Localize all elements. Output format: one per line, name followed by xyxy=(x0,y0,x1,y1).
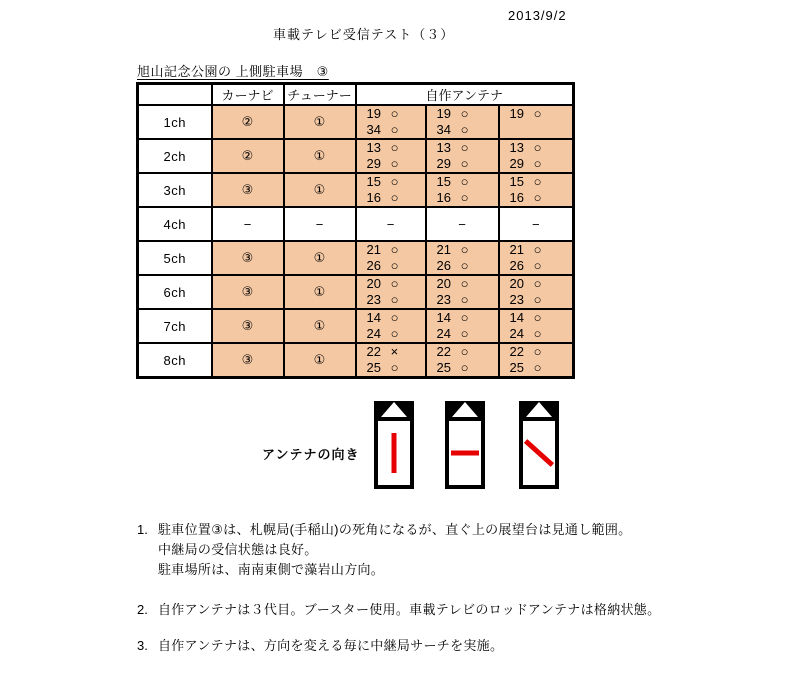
table-row-6ch xyxy=(138,275,574,309)
antenna-cell xyxy=(426,105,499,139)
antenna-reading: 16 ○ xyxy=(436,190,469,205)
antenna-reading: 34 ○ xyxy=(436,122,469,137)
antenna-reading: 22 ○ xyxy=(509,344,542,359)
note-number: 1. xyxy=(137,522,148,537)
note-line: 駐車位置③は、札幌局(手稲山)の死角になるが、直ぐ上の展望台は見通し範囲。 xyxy=(158,522,632,537)
table-row-4ch xyxy=(138,207,574,241)
antenna-cell: − xyxy=(426,207,499,241)
antenna-reading: 21 ○ xyxy=(509,242,542,257)
antenna-reading: 26 ○ xyxy=(436,258,469,273)
antenna-box-vertical xyxy=(374,401,414,489)
carnav-cell: − xyxy=(212,207,284,241)
antenna-reading: 20 ○ xyxy=(509,276,542,291)
antenna-reading: 34 ○ xyxy=(366,122,399,137)
channel-cell: 6ch xyxy=(138,275,212,309)
table-row-1ch xyxy=(138,105,574,139)
antenna-reading: 24 ○ xyxy=(509,326,542,341)
channel-cell: 4ch xyxy=(138,207,212,241)
antenna-reading: 29 ○ xyxy=(436,156,469,171)
corner-cell xyxy=(138,84,212,106)
col-header-carnav: カーナビ xyxy=(212,84,284,106)
col-header-antenna: 自作アンテナ xyxy=(356,84,574,106)
antenna-cell xyxy=(499,275,574,309)
tuner-cell: ① xyxy=(284,343,356,378)
table-row-5ch xyxy=(138,241,574,275)
table-header-row xyxy=(138,84,574,106)
antenna-cell xyxy=(426,309,499,343)
table-row-2ch xyxy=(138,139,574,173)
antenna-box-body xyxy=(449,421,481,485)
antenna-reading: 13 ○ xyxy=(509,140,542,155)
antenna-cell xyxy=(426,275,499,309)
carnav-cell: ③ xyxy=(212,343,284,378)
channel-cell: 5ch xyxy=(138,241,212,275)
antenna-cell xyxy=(499,241,574,275)
antenna-reading: 15 ○ xyxy=(436,174,469,189)
table-caption: 旭山記念公園の 上側駐車場 ③ xyxy=(137,64,329,79)
antenna-cell xyxy=(426,173,499,207)
channel-cell: 3ch xyxy=(138,173,212,207)
antenna-cell xyxy=(426,241,499,275)
antenna-reading: 25 ○ xyxy=(436,360,469,375)
table-row-8ch xyxy=(138,343,574,378)
antenna-reading: 19 ○ xyxy=(509,106,542,121)
note-number: 2. xyxy=(137,602,148,617)
antenna-cell xyxy=(356,139,426,173)
carnav-cell: ③ xyxy=(212,241,284,275)
antenna-reading: 13 ○ xyxy=(436,140,469,155)
antenna-cell xyxy=(356,173,426,207)
note-line: 自作アンテナは、方向を変える毎に中継局サーチを実施。 xyxy=(158,638,504,653)
antenna-cell xyxy=(426,139,499,173)
note-line: 駐車場所は、南南東側で藻岩山方向。 xyxy=(158,562,385,577)
antenna-reading: 15 ○ xyxy=(509,174,542,189)
reception-table xyxy=(136,82,575,379)
antenna-reading: 16 ○ xyxy=(509,190,542,205)
antenna-cell xyxy=(499,343,574,378)
carnav-cell: ③ xyxy=(212,309,284,343)
date-text: 2013/9/2 xyxy=(508,8,567,23)
antenna-box-diagonal xyxy=(519,401,559,489)
antenna-cell xyxy=(356,343,426,378)
tuner-cell: ① xyxy=(284,173,356,207)
notes-section xyxy=(137,520,717,656)
carnav-cell: ③ xyxy=(212,275,284,309)
direction-arrow-icon xyxy=(449,405,481,421)
antenna-cell: − xyxy=(499,207,574,241)
antenna-reading: 29 ○ xyxy=(366,156,399,171)
carnav-cell: ② xyxy=(212,105,284,139)
antenna-cell xyxy=(356,105,426,139)
direction-arrow-icon xyxy=(523,405,555,421)
antenna-reading: 23 ○ xyxy=(509,292,542,307)
antenna-cell xyxy=(426,343,499,378)
antenna-reading: 23 ○ xyxy=(436,292,469,307)
antenna-element-mark xyxy=(451,451,479,456)
antenna-reading: 22 × xyxy=(366,344,399,359)
note-3 xyxy=(137,636,717,656)
antenna-reading: 15 ○ xyxy=(366,174,399,189)
table-row-3ch xyxy=(138,173,574,207)
antenna-reading: 14 ○ xyxy=(366,310,399,325)
antenna-cell xyxy=(356,241,426,275)
antenna-reading: 25 ○ xyxy=(509,360,542,375)
table-row-7ch xyxy=(138,309,574,343)
antenna-reading: 19 ○ xyxy=(436,106,469,121)
tuner-cell: ① xyxy=(284,275,356,309)
antenna-reading: 14 ○ xyxy=(509,310,542,325)
antenna-reading: 26 ○ xyxy=(366,258,399,273)
col-header-tuner: チューナー xyxy=(284,84,356,106)
antenna-reading: 25 ○ xyxy=(366,360,399,375)
antenna-cell xyxy=(499,139,574,173)
antenna-reading: 14 ○ xyxy=(436,310,469,325)
channel-cell: 7ch xyxy=(138,309,212,343)
note-2 xyxy=(137,600,717,620)
antenna-element-mark xyxy=(524,439,554,467)
note-1 xyxy=(137,520,717,580)
antenna-cell xyxy=(356,309,426,343)
antenna-reading: 23 ○ xyxy=(366,292,399,307)
antenna-element-mark xyxy=(392,433,397,473)
antenna-reading: 26 ○ xyxy=(509,258,542,273)
antenna-box-body xyxy=(378,421,410,485)
antenna-cell: − xyxy=(356,207,426,241)
tuner-cell: ① xyxy=(284,105,356,139)
antenna-cell xyxy=(356,275,426,309)
note-line: 中継局の受信状態は良好。 xyxy=(158,542,318,557)
channel-cell: 1ch xyxy=(138,105,212,139)
antenna-reading: 19 ○ xyxy=(366,106,399,121)
carnav-cell: ② xyxy=(212,139,284,173)
tuner-cell: − xyxy=(284,207,356,241)
antenna-reading: 20 ○ xyxy=(366,276,399,291)
antenna-reading: 13 ○ xyxy=(366,140,399,155)
antenna-cell xyxy=(499,105,574,139)
channel-cell: 2ch xyxy=(138,139,212,173)
antenna-reading: 24 ○ xyxy=(436,326,469,341)
tuner-cell: ① xyxy=(284,309,356,343)
antenna-box-body xyxy=(523,421,555,485)
antenna-reading: 22 ○ xyxy=(436,344,469,359)
direction-arrow-icon xyxy=(378,405,410,421)
antenna-reading: 20 ○ xyxy=(436,276,469,291)
antenna-reading: 29 ○ xyxy=(509,156,542,171)
carnav-cell: ③ xyxy=(212,173,284,207)
page-title: 車載テレビ受信テスト（３） xyxy=(273,27,455,42)
note-number: 3. xyxy=(137,638,148,653)
antenna-reading: 16 ○ xyxy=(366,190,399,205)
antenna-reading: 21 ○ xyxy=(436,242,469,257)
tuner-cell: ① xyxy=(284,139,356,173)
antenna-reading xyxy=(510,122,573,138)
antenna-cell xyxy=(499,309,574,343)
antenna-cell xyxy=(499,173,574,207)
antenna-direction-label: アンテナの向き xyxy=(262,447,360,462)
channel-cell: 8ch xyxy=(138,343,212,378)
antenna-reading: 21 ○ xyxy=(366,242,399,257)
antenna-box-horizontal xyxy=(445,401,485,489)
note-line: 自作アンテナは３代目。ブースター使用。車載テレビのロッドアンテナは格納状態。 xyxy=(158,602,661,617)
tuner-cell: ① xyxy=(284,241,356,275)
antenna-reading: 24 ○ xyxy=(366,326,399,341)
